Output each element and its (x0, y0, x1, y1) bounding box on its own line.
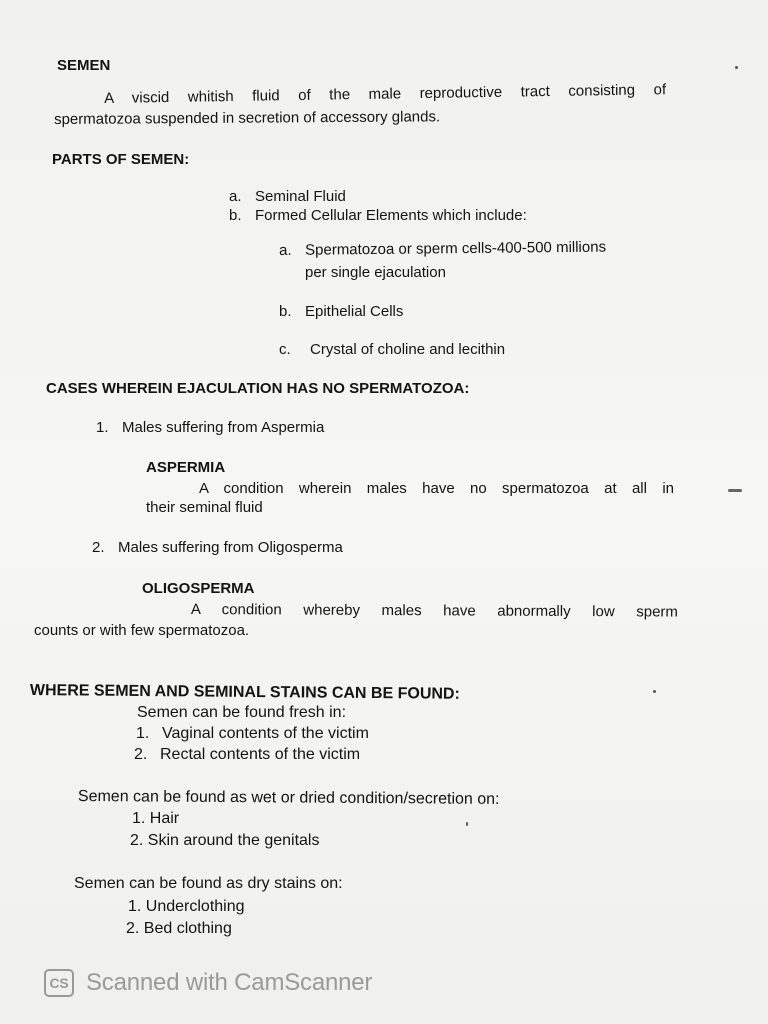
aspermia-definition-line1: A condition wherein males have no spermatozoa at all in (199, 480, 674, 497)
subitem-c (279, 341, 505, 359)
scan-speck (735, 66, 738, 69)
wet-item-2: 2. Skin around the genitals (130, 832, 320, 849)
dry-intro: Semen can be found as dry stains on: (74, 875, 343, 892)
list-marker: b. (229, 207, 242, 224)
parts-item-b (229, 207, 527, 225)
list-marker: b. (279, 303, 292, 320)
list-marker: 2. (134, 746, 148, 763)
dry-item-2: 2. Bed clothing (126, 920, 232, 937)
oligosperma-definition-line1: A condition whereby males have abnormally low sperm (190, 601, 678, 621)
list-marker: a. (229, 188, 242, 205)
camscanner-watermark (44, 966, 372, 1000)
aspermia-definition-line2: their seminal fluid (146, 499, 263, 516)
subitem-a-line2: per single ejaculation (305, 264, 446, 281)
fresh-item-1 (136, 725, 369, 743)
semen-definition-line2: spermatozoa suspended in secretion of accessory glands. (54, 108, 441, 128)
list-marker: c. (279, 341, 291, 358)
cases-item-2 (92, 539, 343, 557)
list-item-text: Epithelial Cells (305, 303, 404, 320)
list-item-text: Males suffering from Aspermia (122, 419, 325, 436)
cases-heading: CASES WHEREIN EJACULATION HAS NO SPERMATOZOA: (46, 380, 470, 397)
scan-speck (653, 690, 656, 693)
aspermia-term: ASPERMIA (146, 459, 226, 476)
list-item-text: Crystal of choline and lecithin (310, 341, 506, 358)
subitem-b (279, 303, 403, 321)
list-item-text: Males suffering from Oligosperma (118, 539, 343, 556)
scan-speck (728, 489, 742, 492)
cases-item-1 (96, 419, 324, 437)
wet-intro: Semen can be found as wet or dried condition/secretion on: (77, 788, 500, 808)
list-item-text: Formed Cellular Elements which include: (255, 207, 527, 224)
semen-heading: SEMEN (57, 57, 111, 74)
list-item-text: Spermatozoa or sperm cells-400-500 millions (304, 238, 607, 259)
subitem-a (279, 239, 606, 260)
list-item-text: Rectal contents of the victim (160, 746, 361, 763)
scan-speck (466, 822, 468, 826)
list-marker: a. (279, 241, 292, 259)
list-marker: 1. (136, 725, 150, 742)
dry-item-1: 1. Underclothing (128, 898, 245, 915)
fresh-intro: Semen can be found fresh in: (137, 704, 347, 721)
oligosperma-term: OLIGOSPERMA (142, 580, 255, 597)
list-item-text: Seminal Fluid (255, 188, 346, 205)
oligosperma-definition-line2: counts or with few spermatozoa. (34, 622, 250, 639)
fresh-item-2 (134, 746, 360, 764)
list-marker: 2. (92, 539, 105, 556)
parts-item-a (229, 188, 346, 206)
where-heading: WHERE SEMEN AND SEMINAL STAINS CAN BE FOUND: (29, 682, 460, 703)
camscanner-logo-icon: CS (44, 969, 74, 997)
wet-item-1: 1. Hair (132, 810, 180, 827)
parts-heading: PARTS OF SEMEN: (52, 151, 190, 168)
list-item-text: Vaginal contents of the victim (162, 725, 369, 742)
watermark-text: Scanned with CamScanner (86, 969, 373, 996)
list-marker: 1. (96, 419, 109, 436)
semen-definition-line1: A viscid whitish fluid of the male reproductive tract consisting of (104, 81, 667, 107)
